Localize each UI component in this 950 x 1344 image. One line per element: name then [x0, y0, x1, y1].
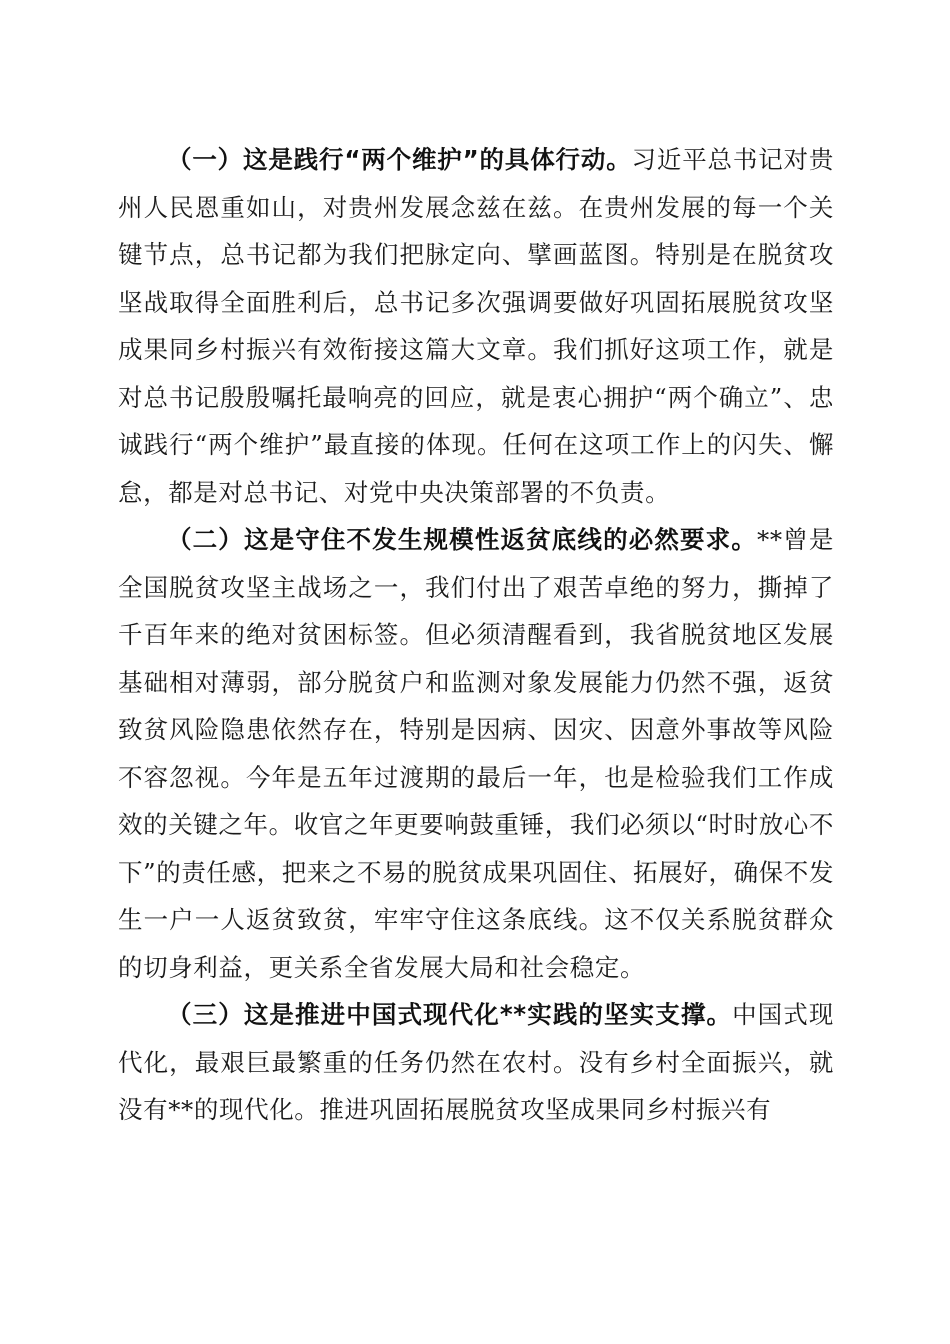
- paragraph-3-text: 中国式现代化，最艰巨最繁重的任务仍然在农村。没有乡村全面振兴，就没有**的现代化。推进巩固拓展脱贫攻坚成果同乡村振兴有: [118, 1000, 834, 1124]
- paragraph-2-text: **曾是全国脱贫攻坚主战场之一，我们付出了艰苦卓绝的努力，撕掉了千百年来的绝对贫困标签。但必须清醒看到，我省脱贫地区发展基础相对薄弱，部分脱贫户和监测对象发展能力仍然不强，返贫致贫风险隐患依然存在，特别是因病、因灾、因意外事故等风险不容忽视。今年是五年过渡期的最后一年，也是检验我们工作成效的关键之年。收官之年更要响鼓重锤，我们必须以“时时放心不下”的责任感，把来之不易的脱贫成果巩固住、拓展好，确保不发生一户一人返贫致贫，牢牢守住这条底线。这不仅关系脱贫群众的切身利益，更关系全省发展大局和社会稳定。: [118, 525, 834, 982]
- paragraph-1-heading: （一）这是践行“两个维护”的具体行动。: [167, 145, 632, 174]
- paragraph-3-heading: （三）这是推进中国式现代化**实践的坚实支撑。: [167, 1000, 733, 1029]
- paragraph-2-heading: （二）这是守住不发生规模性返贫底线的必然要求。: [167, 525, 757, 554]
- paragraph-1: [118, 136, 834, 516]
- paragraph-2: [118, 516, 834, 991]
- document-body: [118, 136, 834, 1134]
- paragraph-1-text: 习近平总书记对贵州人民恩重如山，对贵州发展念兹在兹。在贵州发展的每一个关键节点，总书记都为我们把脉定向、擘画蓝图。特别是在脱贫攻坚战取得全面胜利后，总书记多次强调要做好巩固拓展脱贫攻坚成果同乡村振兴有效衔接这篇大文章。我们抓好这项工作，就是对总书记殷殷嘱托最响亮的回应，就是衷心拥护“两个确立”、忠诚践行“两个维护”最直接的体现。任何在这项工作上的闪失、懈怠，都是对总书记、对党中央决策部署的不负责。: [118, 145, 834, 507]
- paragraph-3: [118, 991, 834, 1134]
